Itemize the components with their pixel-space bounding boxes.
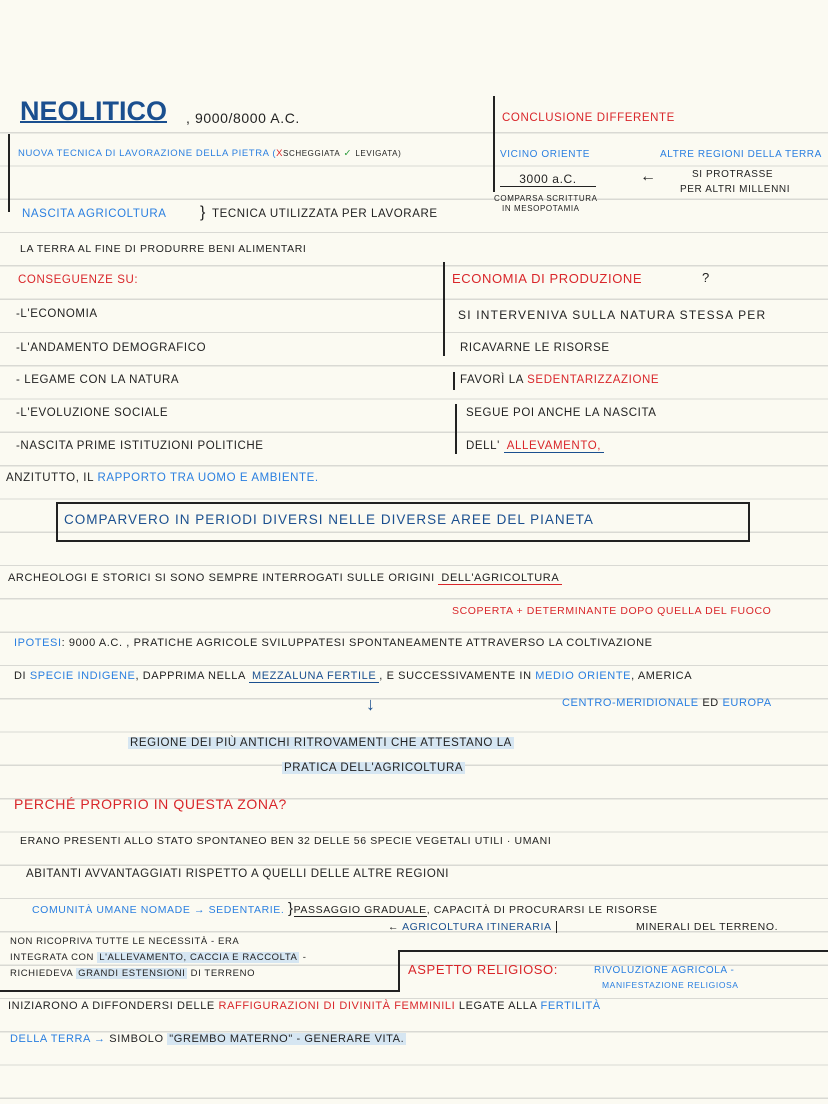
- regione-line: REGIONE DEI PIÙ ANTICHI RITROVAMENTI CHE ATTESTANO LA: [130, 737, 512, 749]
- perche-line-2: ABITANTI AVVANTAGGIATI RISPETTO A QUELLI DELLE ALTRE REGIONI: [26, 868, 450, 880]
- anno-3000: 3000 a.C.: [500, 172, 596, 187]
- altre-regioni: ALTRE REGIONI DELLA TERRA: [660, 149, 822, 160]
- box-line: [398, 950, 400, 992]
- comparsa-scrittura: COMPARSA SCRITTURA IN MESOPOTAMIA: [494, 194, 598, 213]
- religioso-text: RIVOLUZIONE AGRICOLA - MANIFESTAZIONE RELIGIOSA: [594, 965, 739, 990]
- conseguenza-item: - LEGAME CON LA NATURA: [16, 374, 180, 386]
- ipotesi-line: IPOTESI: 9000 A.C. , PRATICHE AGRICOLE SVILUPPATESI SPONTANEAMENTE ATTRAVERSO LA COLTIVAZIONE: [14, 637, 653, 649]
- archeologi-line: ARCHEOLOGI E STORICI SI SONO SEMPRE INTERROGATI SULLE ORIGINI DELL'AGRICOLTURA: [8, 572, 562, 584]
- minerali-line: MINERALI DEL TERRENO.: [636, 921, 779, 933]
- economia-line: RICAVARNE LE RISORSE: [460, 342, 610, 354]
- conseguenza-item: -L'ECONOMIA: [16, 308, 98, 320]
- agricoltura-itineraria-notes: NON RICOPRIVA TUTTE LE NECESSITÀ - ERA INTEGRATA CON L'ALLEVAMENTO, CACCIA E RACCOLTA - RICHIEDEVA GRANDI ESTENSIONI DI TERRENO: [10, 936, 307, 979]
- comunita-line: COMUNITÀ UMANE NOMADE → SEDENTARIE. }PASSAGGIO GRADUALE, CAPACITÀ DI PROCURARSI LE RISORSE: [32, 900, 658, 917]
- perche-line: ERANO PRESENTI ALLO STATO SPONTANEO BEN 32 DELLE 56 SPECIE VEGETALI UTILI · UMANI: [20, 835, 552, 847]
- boxed-statement: COMPARVERO IN PERIODI DIVERSI NELLE DIVERSE AREE DEL PIANETA: [64, 512, 594, 527]
- ipotesi-line-2: DI SPECIE INDIGENE, DAPPRIMA NELLA MEZZALUNA FERTILE , E SUCCESSIVAMENTE IN MEDIO ORIENTE, AMERICA: [14, 670, 693, 682]
- divider-line: [493, 96, 495, 192]
- segue-line: SEGUE POI ANCHE LA NASCITA: [466, 407, 657, 419]
- box-line: [398, 950, 828, 952]
- question-mark: ?: [702, 270, 710, 285]
- bracket-line: [455, 404, 457, 454]
- tecnica-text: TECNICA UTILIZZATA PER LAVORARE: [212, 208, 438, 220]
- regione-line-2: PRATICA DELL'AGRICOLTURA: [284, 762, 464, 774]
- top-margin: [0, 0, 828, 92]
- favori-line: FAVORÌ LA SEDENTARIZZAZIONE: [460, 374, 660, 386]
- nuova-tecnica: NUOVA TECNICA DI LAVORAZIONE DELLA PIETRA (XSCHEGGIATA ✓ LEVIGATA): [18, 148, 402, 159]
- ipotesi-line-3: CENTRO-MERIDIONALE ED EUROPA: [562, 697, 772, 709]
- bracket-line: [453, 372, 455, 390]
- arrow-down-icon: ↓: [366, 694, 376, 714]
- brace: }: [200, 204, 206, 221]
- conseguenza-item: -L'EVOLUZIONE SOCIALE: [16, 407, 169, 419]
- conseguenza-item: -NASCITA PRIME ISTITUZIONI POLITICHE: [16, 440, 264, 452]
- economia-line: SI INTERVENIVA SULLA NATURA STESSA PER: [458, 308, 767, 322]
- title-date: , 9000/8000 A.C.: [186, 110, 300, 126]
- nascita-agricoltura: NASCITA AGRICOLTURA: [22, 208, 167, 220]
- protrasse: SI PROTRASSE PER ALTRI MILLENNI: [680, 169, 791, 195]
- bracket-line: [443, 262, 445, 356]
- allevamento-line: DELL' ALLEVAMENTO,: [466, 440, 604, 452]
- arrow-left-icon: ←: [640, 168, 657, 185]
- itineraria-line: ← AGRICOLTURA ITINERARIA: [388, 921, 557, 933]
- economia-heading: ECONOMIA DI PRODUZIONE: [452, 271, 643, 286]
- della-terra-line: DELLA TERRA → SIMBOLO "GREMBO MATERNO" - GENERARE VITA.: [10, 1033, 405, 1045]
- box-line: [0, 990, 398, 992]
- bracket-line: [8, 134, 10, 212]
- conclusione-heading: CONCLUSIONE DIFFERENTE: [502, 112, 675, 124]
- perche-heading: PERCHÉ PROPRIO IN QUESTA ZONA?: [14, 796, 287, 812]
- scoperta-line: SCOPERTA + DETERMINANTE DOPO QUELLA DEL FUOCO: [452, 605, 772, 617]
- terra-text: LA TERRA AL FINE DI PRODURRE BENI ALIMENTARI: [20, 243, 307, 255]
- vicino-oriente: VICINO ORIENTE: [500, 149, 591, 160]
- iniziarono-line: INIZIARONO A DIFFONDERSI DELLE RAFFIGURAZIONI DI DIVINITÀ FEMMINILI LEGATE ALLA FERTILITÀ: [8, 1000, 601, 1012]
- anzitutto-line: ANZITUTTO, IL RAPPORTO TRA UOMO E AMBIENTE.: [6, 472, 319, 484]
- religioso-label: ASPETTO RELIGIOSO:: [408, 962, 558, 977]
- page-title: NEOLITICO: [20, 96, 167, 126]
- conseguenza-item: -L'ANDAMENTO DEMOGRAFICO: [16, 342, 207, 354]
- conseguenze-heading: CONSEGUENZE SU:: [18, 274, 139, 286]
